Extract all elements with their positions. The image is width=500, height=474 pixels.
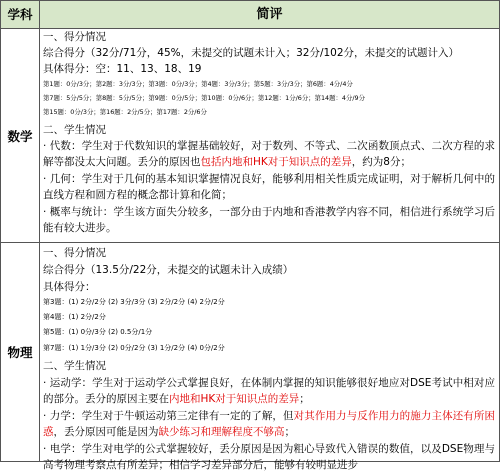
physics-review (40, 243, 499, 472)
table-header (1, 1, 499, 29)
math-probability-paragraph: · 概率与统计：学生该方面失分较多，一部分由于内地和香港教学内容不同，相信进行系统学习后能有较大进步。 (43, 206, 495, 235)
math-review (40, 29, 499, 242)
mechanics-text-end: ； (284, 426, 295, 439)
math-section2-title: 二、学生情况 (43, 124, 106, 136)
mechanics-text: · 力学：学生对于牛顿运动第三定律有一定的了解，但 (43, 410, 294, 422)
math-algebra-paragraph (43, 138, 495, 171)
algebra-highlight: 包括内地和HK对于知识点的差异 (200, 156, 352, 169)
math-score-row: 第15题：0分/3分；第16题：2分/5分；第17题：2分/6分 (43, 108, 207, 116)
physics-score-row: 第3题：(1) 2分/2分 (2) 3分/3分 (3) 2分/2分 (4) 2分/2分 (43, 298, 225, 306)
mechanics-highlight-2: 缺少练习和理解程度不够高 (158, 426, 285, 439)
header-subject: 学科 (1, 1, 40, 28)
physics-section1-title: 一、得分情况 (43, 247, 106, 259)
math-score-row: 第1题：0分/3分；第2题：3分/3分；第3题：0分/3分；第4题：3分/3分；第5题：3分/3分；第6题：4分/4分 (43, 80, 353, 88)
physics-kinematics-paragraph (43, 375, 495, 408)
math-detail-label: 具体得分：空：11、13、18、19 (43, 63, 202, 75)
physics-score-row: 第4题：(1) 2分/2分 (43, 313, 106, 321)
kinematics-highlight: 内地和HK对于知识点的差异 (169, 393, 300, 406)
physics-section2-title: 二、学生情况 (43, 360, 106, 372)
physics-overall-score: 综合得分（13.5分/22分，未提交的试题未计入成绩） (43, 264, 294, 276)
algebra-text: · 代数：学生对于代数知识的掌握基础较好，对于数列、不等式、二次函数顶点式、二次方程的求解等都没太大问题。丢分的原因也 (43, 140, 495, 169)
mechanics-highlight: 对其作用力与反作用力的施力主体还有所困惑 (43, 410, 495, 439)
header-review: 简评 (256, 7, 283, 22)
physics-score-row: 第5题：(1) 0分/3分 (2) 0.5分/1分 (43, 328, 153, 336)
subject-physics: 物理 (1, 243, 40, 461)
physics-mechanics-paragraph (43, 408, 495, 441)
kinematics-text-end: ； (299, 393, 310, 406)
physics-score-row: 第7题：(1) 1分/3分 (2) 0分/2分 (3) 1分/2分 (4) 0分/2分 (43, 344, 225, 352)
physics-electricity-paragraph: · 电学：学生对电学的公式掌握较好，丢分原因是因为粗心导致代入错误的数值，以及DSE物理与高考物理考察点有所差异；相信学习差异部分后，能够有较明显进步 (43, 443, 495, 472)
mechanics-text-2: ，丢分原因可能是因为 (53, 426, 159, 439)
algebra-text-end: ，约为8分； (351, 156, 411, 169)
math-section1-title: 一、得分情况 (43, 31, 106, 43)
math-geometry-paragraph: · 几何：学生对于几何的基本知识掌握情况良好，能够利用相关性质完成证明，对于解析几何中的直线方程和圆方程的概念都计算和化简； (43, 173, 495, 202)
kinematics-text: · 运动学：学生对于运动学公式掌握良好，在体制内掌握的知识能够很好地应对DSE考试中相对应的部分。丢分的原因主要在 (43, 377, 495, 406)
math-score-row: 第7题：5分/5分；第8题：5分/5分；第9题：0分/5分；第10题：0分/6分；第12题：1分/6分；第14题：4分/9分 (43, 94, 365, 102)
subject-math: 数学 (1, 29, 40, 242)
physics-detail-label: 具体得分： (43, 281, 96, 293)
math-overall-score: 综合得分（32分/71分，45%，未提交的试题未计入；32分/102分，未提交的试题计入） (43, 47, 460, 59)
